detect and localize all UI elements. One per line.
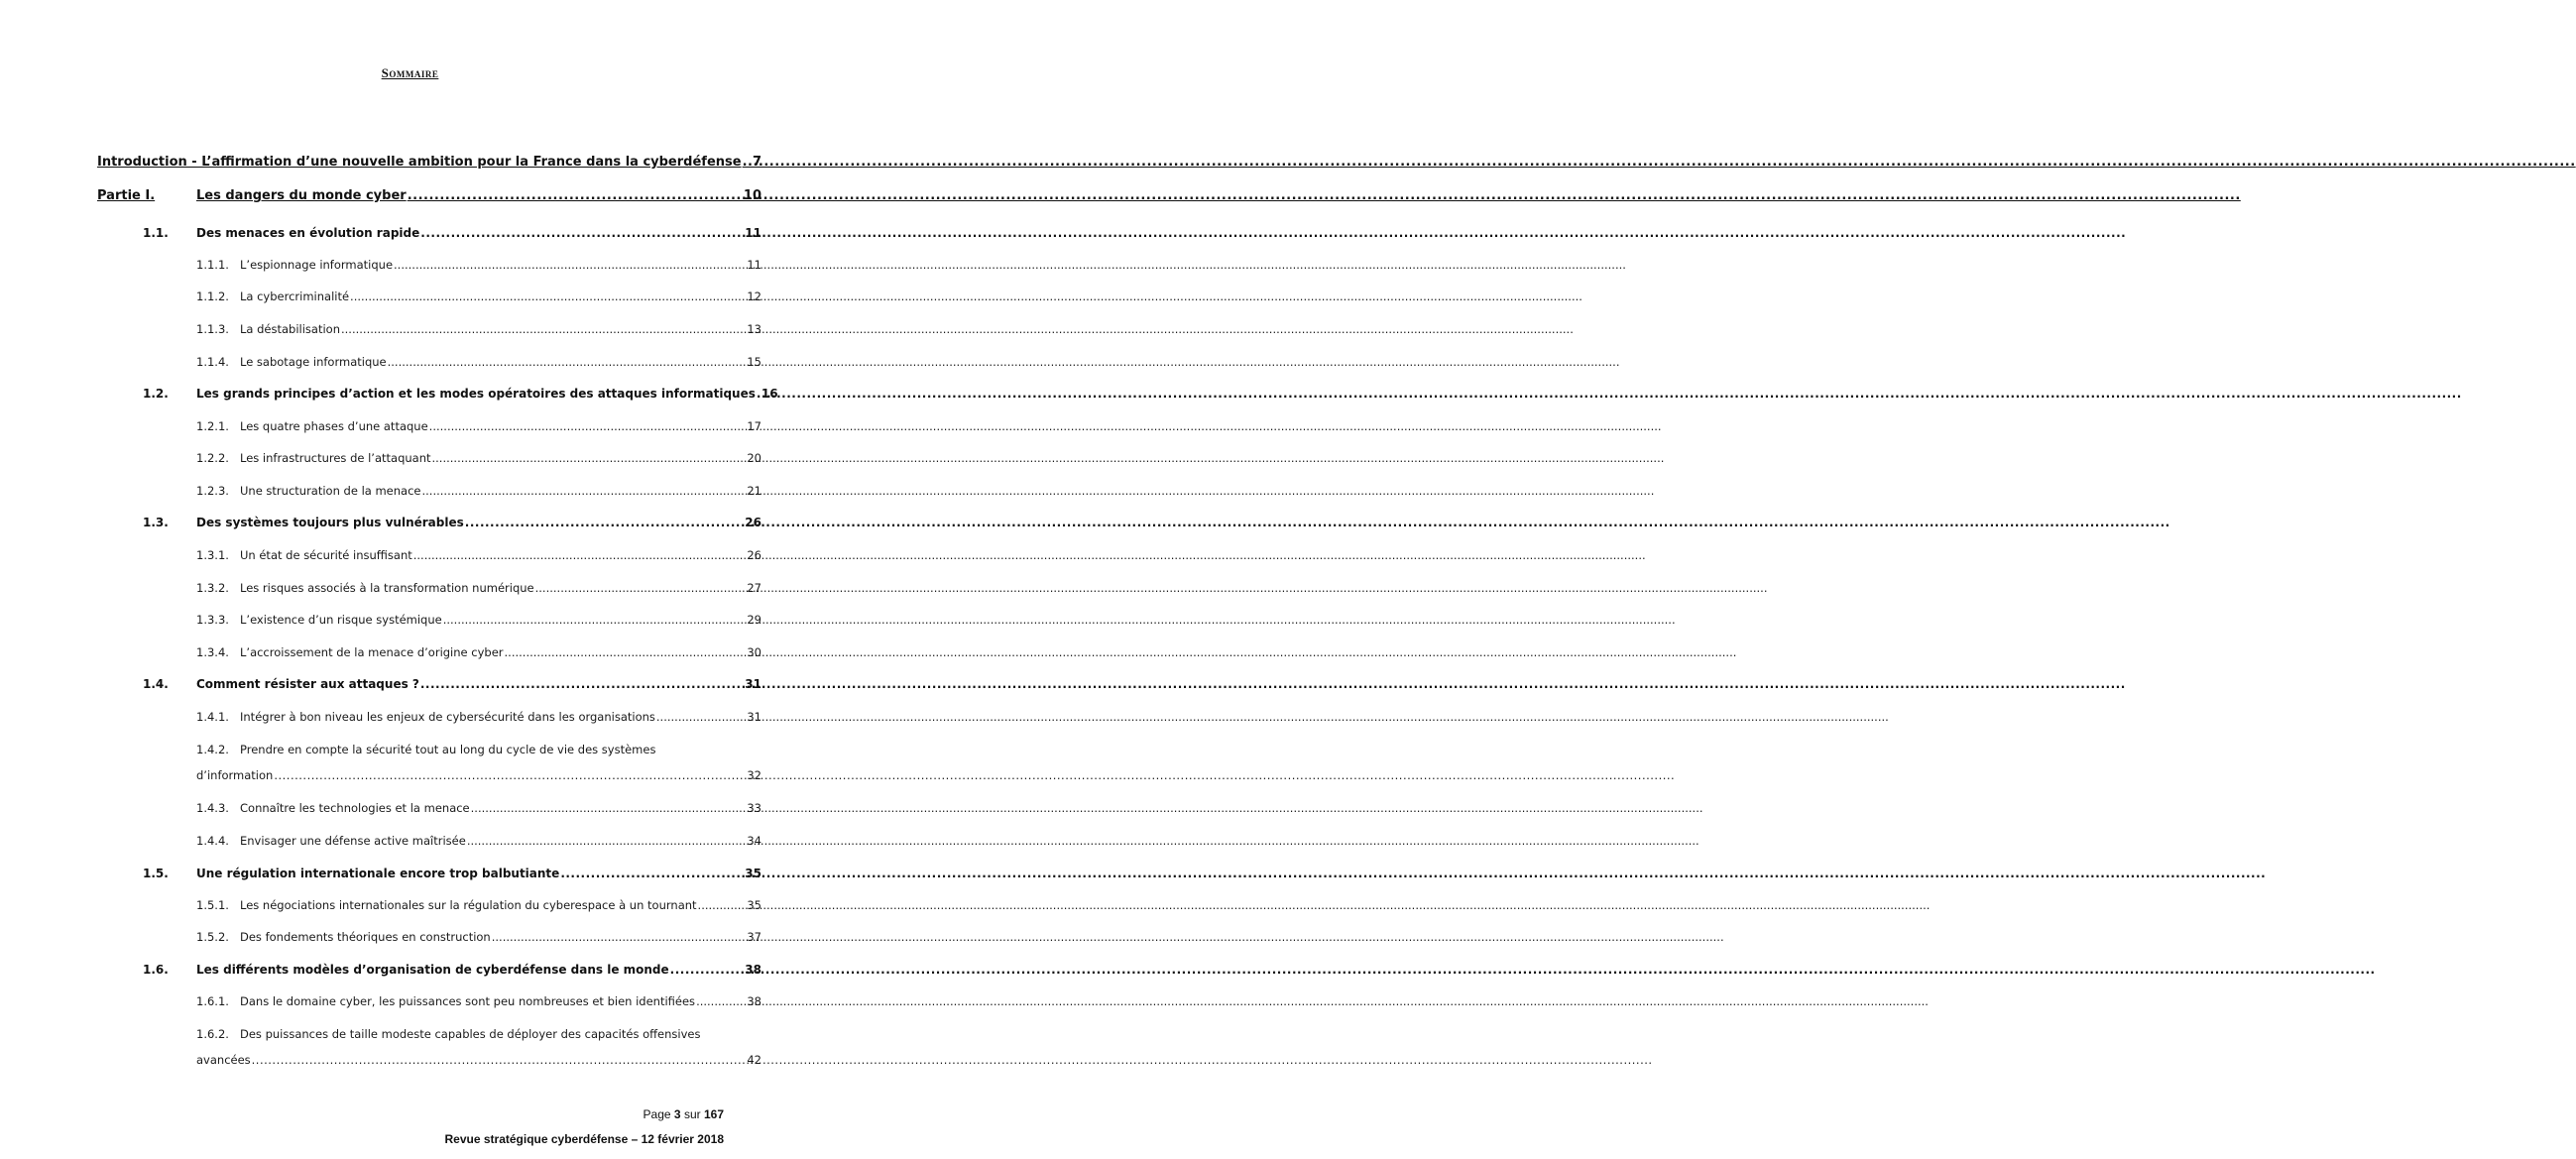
toc-entry-page: 16 — [761, 387, 778, 401]
document-footer-title: Revue stratégique cyberdéfense – 12 février 2018 — [444, 1132, 724, 1146]
toc-entry-page: 20 — [747, 451, 761, 465]
toc-entry-text: La déstabilisation — [240, 322, 340, 336]
toc-entry-number: 1.3.1. — [196, 548, 229, 562]
toc-entry-1-4-2[interactable] — [196, 742, 761, 783]
page-total: 167 — [703, 1107, 724, 1121]
page-title: Sommaire — [381, 65, 439, 80]
toc-entry-text: Les différents modèles d’organisation de cyberdéfense dans le monde — [196, 963, 669, 977]
toc-entry-text: Les dangers du monde cyber — [196, 188, 407, 203]
toc-entry-page: 12 — [747, 290, 761, 303]
toc-entry-number: 1.3.2. — [196, 581, 229, 595]
toc-entry-number: 1.6.2. — [196, 1027, 229, 1041]
toc-entry-1-2-2[interactable] — [196, 450, 761, 466]
toc-entry-page: 26 — [745, 516, 761, 529]
toc-entry-number: 1.5. — [143, 867, 169, 880]
toc-entry-number: 1.1.4. — [196, 355, 229, 369]
toc-entry-text-continued: avancées — [196, 1053, 251, 1067]
toc-entry-page: 11 — [747, 258, 761, 272]
toc-entry-number: 1.2.2. — [196, 451, 229, 465]
toc-entry-1-1-3[interactable] — [196, 321, 761, 337]
toc-entry-number: 1.4.3. — [196, 801, 229, 815]
toc-entry-page: 37 — [747, 930, 761, 944]
toc-entry-page: 31 — [745, 677, 761, 691]
toc-entry-text: Prendre en compte la sécurité tout au long du cycle de vie des systèmes — [240, 743, 656, 756]
toc-entry-text: Dans le domaine cyber, les puissances sont peu nombreuses et bien identifiées — [240, 994, 696, 1008]
toc-entry-1-1-2[interactable] — [196, 289, 761, 304]
page-current: 3 — [673, 1107, 681, 1121]
toc-entry-part-1[interactable] — [97, 188, 761, 204]
toc-entry-1-4-4[interactable] — [196, 833, 761, 849]
toc-entry-text: Des puissances de taille modeste capables de déployer des capacités offensives — [240, 1027, 701, 1041]
toc-entry-text: Les quatre phases d’une attaque — [240, 419, 428, 433]
toc-entry-text: Des systèmes toujours plus vulnérables — [196, 516, 464, 529]
page-prefix: Page — [643, 1107, 671, 1121]
toc-entry-text: Une régulation internationale encore trop balbutiante — [196, 867, 560, 880]
toc-entry-number: 1.1.3. — [196, 322, 229, 336]
toc-entry-1-1[interactable] — [143, 225, 761, 241]
toc-entry-page: 42 — [747, 1053, 761, 1067]
toc-entry-number: 1.4. — [143, 677, 169, 691]
toc-entry-number: 1.6.1. — [196, 994, 229, 1008]
toc-entry-1-6-2[interactable] — [196, 1026, 761, 1068]
toc-entry-text: Le sabotage informatique — [240, 355, 387, 369]
toc-entry-number: 1.1.1. — [196, 258, 229, 272]
toc-entry-page: 38 — [745, 963, 761, 977]
toc-entry-text: Connaître les technologies et la menace — [240, 801, 470, 815]
toc-entry-introduction[interactable] — [97, 155, 761, 171]
toc-entry-text: Des fondements théoriques en construction — [240, 930, 491, 944]
toc-entry-text: Les négociations internationales sur la régulation du cyberespace à un tournant — [240, 898, 697, 912]
toc-entry-text: Les grands principes d’action et les modes opératoires des attaques informatiques — [196, 387, 756, 401]
toc-entry-text: Une structuration de la menace — [240, 484, 421, 498]
toc-entry-1-6[interactable] — [143, 962, 761, 978]
toc-entry-text: Intégrer à bon niveau les enjeux de cybersécurité dans les organisations — [240, 710, 655, 724]
toc-entry-number: 1.3.4. — [196, 645, 229, 659]
toc-entry-text: L’espionnage informatique — [240, 258, 394, 272]
toc-entry-page: 29 — [747, 613, 761, 627]
toc-entry-text: L’existence d’un risque systémique — [240, 613, 442, 627]
toc-entry-page: 26 — [747, 548, 761, 562]
toc-entry-number: 1.4.4. — [196, 834, 229, 848]
toc-entry-1-3-4[interactable] — [196, 644, 761, 660]
toc-entry-number: 1.1. — [143, 226, 169, 240]
toc-entry-1-2[interactable] — [143, 386, 778, 402]
toc-entry-page: 15 — [747, 355, 761, 369]
toc-entry-1-3[interactable] — [143, 515, 761, 530]
toc-entry-page: 33 — [747, 801, 761, 815]
toc-entry-1-5-2[interactable] — [196, 929, 761, 945]
toc-entry-1-6-1[interactable] — [196, 993, 761, 1009]
toc-entry-number: Partie I. — [97, 188, 156, 203]
toc-entry-page: 35 — [745, 867, 761, 880]
toc-entry-1-2-3[interactable] — [196, 483, 761, 499]
toc-entry-text: Envisager une défense active maîtrisée — [240, 834, 466, 848]
toc-entry-1-1-1[interactable] — [196, 257, 761, 273]
toc-entry-number: 1.6. — [143, 963, 169, 977]
toc-entry-number: 1.3. — [143, 516, 169, 529]
toc-entry-number: 1.2.1. — [196, 419, 229, 433]
toc-entry-1-3-2[interactable] — [196, 580, 761, 596]
toc-entry-text: La cybercriminalité — [240, 290, 350, 303]
toc-entry-text-continued: d’information — [196, 768, 274, 782]
page-separator: sur — [683, 1107, 701, 1121]
toc-entry-number: 1.5.2. — [196, 930, 229, 944]
toc-entry-1-4[interactable] — [143, 676, 761, 692]
toc-entry-text: Des menaces en évolution rapide — [196, 226, 420, 240]
toc-entry-text: Les infrastructures de l’attaquant — [240, 451, 431, 465]
toc-entry-number: 1.4.1. — [196, 710, 229, 724]
toc-entry-page: 34 — [747, 834, 761, 848]
toc-entry-1-4-1[interactable] — [196, 709, 761, 725]
toc-entry-page: 17 — [747, 419, 761, 433]
toc-entry-1-4-3[interactable] — [196, 800, 761, 816]
toc-entry-page: 31 — [747, 710, 761, 724]
toc-entry-number: 1.3.3. — [196, 613, 229, 627]
toc-entry-1-3-3[interactable] — [196, 612, 761, 628]
toc-entry-page: 10 — [743, 188, 761, 203]
toc-entry-text: Introduction - L’affirmation d’une nouvelle ambition pour la France dans la cyberdéfense — [97, 155, 742, 170]
toc-entry-text: L’accroissement de la menace d’origine cyber — [240, 645, 504, 659]
toc-entry-page: 32 — [747, 768, 761, 782]
toc-entry-text: Un état de sécurité insuffisant — [240, 548, 412, 562]
toc-entry-number: 1.5.1. — [196, 898, 229, 912]
toc-entry-number: 1.4.2. — [196, 743, 229, 756]
toc-entry-text: Les risques associés à la transformation numérique — [240, 581, 534, 595]
toc-entry-page: 30 — [747, 645, 761, 659]
toc-entry-1-3-1[interactable] — [196, 547, 761, 563]
toc-entry-1-5[interactable] — [143, 866, 761, 881]
toc-entry-page: 11 — [745, 226, 761, 240]
toc-entry-1-1-4[interactable] — [196, 354, 761, 370]
page-number — [644, 1107, 724, 1121]
toc-entry-number: 1.2. — [143, 387, 169, 401]
toc-entry-text: Comment résister aux attaques ? — [196, 677, 419, 691]
toc-entry-page: 13 — [747, 322, 761, 336]
toc-entry-number: 1.2.3. — [196, 484, 229, 498]
toc-entry-page: 35 — [747, 898, 761, 912]
toc-entry-1-2-1[interactable] — [196, 418, 761, 434]
toc-entry-page: 21 — [747, 484, 761, 498]
toc-entry-1-5-1[interactable] — [196, 897, 761, 913]
toc-entry-page: 27 — [747, 581, 761, 595]
toc-entry-page: 38 — [747, 994, 761, 1008]
toc-entry-number: 1.1.2. — [196, 290, 229, 303]
toc-entry-page: 7 — [752, 155, 761, 170]
